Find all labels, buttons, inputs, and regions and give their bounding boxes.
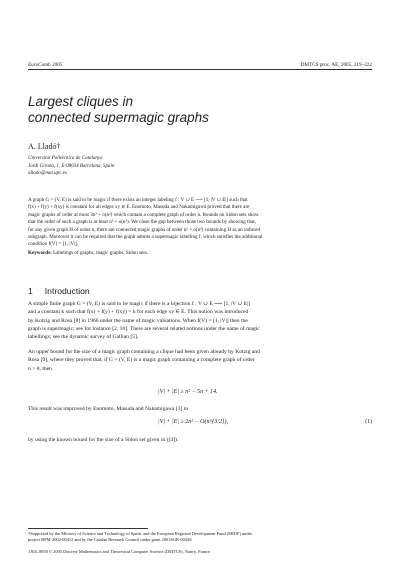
abstract-line: condition f(V) = [1, |V|]. (28, 241, 79, 248)
header-rule (28, 69, 372, 70)
section-heading (28, 286, 90, 296)
copyright-notice: 1365–8050 © 2005 Discrete Mathematics and Theoretical Computer Science (DMTCS), Nancy, France (28, 549, 211, 554)
footnote (28, 531, 372, 543)
paragraph-line: and a constant k such that f(x) + f(y) + f(xy) = k for each edge xy ∈ E. This notion was introduced (28, 309, 249, 316)
equation-kotzig-rosa: |V| + |E| ≥ n² − 5n + 14. (158, 389, 218, 395)
footnote-line: project BFM-2002-00412 and by the Catalan Research Council under grant 2001SGR-00258. (28, 537, 193, 542)
equation-enomoto: |V| + |E| ≥ 2n² − O(n^{3/2}), (158, 419, 228, 425)
paragraph-4: by using the known bound for the size of a Sidon set given in ([4]). (28, 437, 179, 443)
title-line-1: Largest cliques in (28, 94, 134, 109)
footnote-rule (28, 528, 148, 529)
abstract-line: subgraph. Moreover it can be required that the graph admits a supermagic labelling f, which satisfies the additional (28, 234, 263, 241)
paragraph-2 (28, 348, 372, 373)
paragraph-line: by Kotzig and Rosa [8] in 1966 under the name of magic valuations. When f(V) = [1, |V|] then the (28, 317, 248, 324)
abstract-line: magic graphs of order at most 3n² + o(n²) which contain a complete graph of order n. Bounds on Sidon sets show (28, 211, 259, 218)
affiliation (28, 155, 114, 178)
section-number: 1 (28, 286, 33, 296)
paper-title (28, 94, 209, 126)
abstract-line: for any given graph H of order n, there are connected magic graphs of order n² + o(n²) containing H as an induced (28, 226, 261, 233)
paragraph-line: A simple finite graph G = (V, E) is said to be magic if there is a bijection f : V ∪ E ⟶ [1, |V ∪ E|] (28, 301, 251, 307)
author-email[interactable]: allado@mat.upc.es (28, 171, 67, 176)
footnote-line: †Supported by the Ministry of Science and Technology of Spain, and the European Regional Development Fund (ERDF) under (28, 531, 252, 536)
abstract (28, 197, 372, 249)
abstract-line: that the order of such a graph is at least n² + o(n²). We close the gap between those two bounds by showing that, (28, 219, 256, 226)
title-line-2: connected supermagic graphs (28, 110, 209, 125)
affiliation-line: Universitat Politècnica de Catalunya (28, 156, 103, 161)
running-header-right: DMTCS proc. AE, 2005, 219–222 (300, 62, 372, 68)
running-header-left: EuroComb 2005 (28, 62, 63, 68)
paragraph-line: labellings; see the dynamic survey of Gallian [5]. (28, 334, 139, 341)
keywords (28, 250, 148, 256)
abstract-line: f(x) + f(y) + f(xy) is constant for all edges xy ∈ E. Enomoto, Masuda and Nakamigawa proved that there are (28, 204, 250, 211)
section-title: Introduction (44, 286, 90, 296)
paragraph-3: This result was improved by Enomoto, Masuda and Nakamigawa [3] to (28, 406, 189, 412)
author-name: A. Lladó† (28, 142, 61, 151)
affiliation-line: Jordi Girona, 1, E-08034 Barcelona, Spain (28, 163, 115, 169)
paragraph-line: graph is supermagic; see for instance [2, 10]. There are several related notions under the name of magic (28, 325, 260, 332)
paper-page (28, 0, 372, 565)
equation-number: (1) (365, 419, 372, 425)
paragraph-1 (28, 300, 372, 341)
paragraph-line: n > 8, then (28, 365, 52, 372)
keywords-label: Keywords: (28, 250, 52, 256)
abstract-line: A graph G = (V, E) is said to be magic if there exists an integer labeling f : V ∪ E ⟶ [1, |V ∪ E|] such that (28, 197, 248, 203)
keywords-text: Labelings of graphs, magic graphs, Sidon sets. (53, 250, 148, 256)
paragraph-line: An upper bound for the size of a magic graph containing a clique had been given already by Kotzig and (28, 349, 260, 355)
paragraph-line: Rosa [9], where they proved that, if G = (V, E) is a magic graph containing a complete graph of order (28, 357, 255, 364)
